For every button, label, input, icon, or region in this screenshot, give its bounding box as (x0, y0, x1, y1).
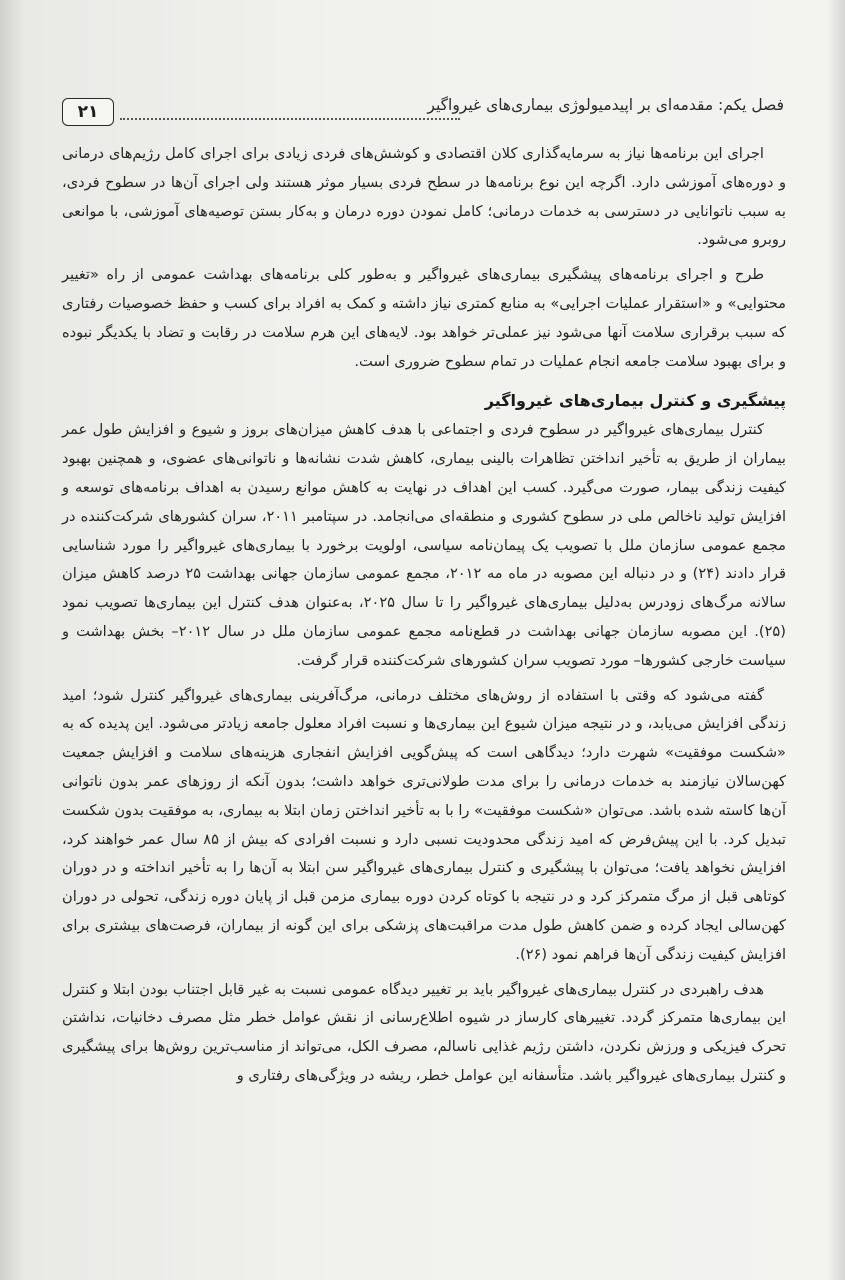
running-title: فصل یکم: مقدمه‌ای بر اپیدمیولوژی بیماری‌های غیرواگیر (427, 96, 784, 114)
paragraph: گفته می‌شود که وقتی با استفاده از روش‌های مختلف درمانی، مرگ‌آفرینی بیماری‌های غیرواگیر کنترل شود؛ امید زندگی افزایش می‌یابد، و در نتیجه میزان شیوع این بیماری‌ها و نسبت افراد معلول جامعه زیادتر می‌شود. این پدیده که به «شکست موفقیت» شهرت دارد؛ دیدگاهی است که پیش‌گویی افزایش انفجاری هزینه‌های سلامت و افزایش جمعیت کهن‌سالان نیازمند به خدمات درمانی را برای مدت طولانی‌تری خواهد داشت؛ بدون آنکه از روزهای عمر بدون ناتوانی آن‌ها کاسته شده باشد. می‌توان «شکست موفقیت» را با به تأخیر انداختن زمان ابتلا به بیماری، به موفقیت بدون شکست تبدیل کرد. با این پیش‌فرض که امید زندگی محدودیت نسبی دارد و نسبت افرادی که بیش از ۸۵ سال عمر خواهند کرد، افزایش نخواهد یافت؛ می‌توان با پیشگیری و کنترل بیماری‌های غیرواگیر سن ابتلا به آن‌ها را به تأخیر انداخته و در دوران کوتاهی قبل از مرگ متمرکز کرد و در نتیجه با کوتاه کردن دوره بیماری مزمن قبل از پایان دوره زندگی، تحولی در دوران کهن‌سالی ایجاد کرده و ضمن کاهش طول مدت مراقبت‌های پزشکی برای این گونه از بیماران، فرصت‌های بیشتری برای افزایش کیفیت زندگی آن‌ها فراهم نمود (۲۶). (62, 686, 786, 963)
paragraph: اجرای این برنامه‌ها نیاز به سرمایه‌گذاری کلان اقتصادی و کوشش‌های فردی زیادی برای اجرای کامل رژیم‌های درمانی و دوره‌های آموزشی دارد. اگرچه این نوع برنامه‌ها در سطح فردی بسیار موثر هستند ولی اجرای آن‌ها در سطوح فردی، به سبب ناتوانایی در دسترسی به خدمات درمانی؛ کامل نمودن دوره درمان و به‌کار بستن توصیه‌های آموزشی، با موانعی روبرو می‌شود. (62, 145, 786, 249)
page-edge-shadow (827, 0, 845, 1280)
page-header (62, 96, 784, 130)
paragraph: طرح و اجرای برنامه‌های پیشگیری بیماری‌های غیرواگیر و به‌طور کلی برنامه‌های بهداشت عمومی از راه «تغییر محتوایی» و «استقرار عملیات اجرایی» به منابع کمتری نیاز داشته و کمک به افراد برای کسب و حفظ خصوصیات رفتاری که سبب برقراری سلامت آنها می‌شود نیز عملی‌تر خواهد بود. لایه‌های این هرم سلامت در رقابت و تضاد با یکدیگر نبوده و برای بهبود سلامت جامعه انجام عملیات در تمام سطوح ضروری است. (62, 266, 786, 370)
page-number: ۲۱ (62, 98, 114, 126)
section-heading: پیشگیری و کنترل بیماری‌های غیرواگیر (484, 391, 786, 411)
page-body (62, 140, 786, 1097)
header-dotted-leader (120, 118, 460, 120)
paragraph: هدف راهبردی در کنترل بیماری‌های غیرواگیر باید بر تغییر دیدگاه عمومی نسبت به غیر قابل اجتناب بودن ابتلا و کنترل این بیماری‌ها متمرکز گردد. تغییرهای کارساز در شیوه اطلاع‌رسانی از نقش عوامل خطر مثل مصرف دخانیات، نداشتن تحرک فیزیکی و ورزش نکردن، داشتن رژیم غذایی ناسالم، مصرف الکل، می‌تواند از مناسب‌ترین روش‌ها برای پیشگیری و کنترل بیماری‌های غیرواگیر باشد. متأسفانه این عوامل خطر، ریشه در ویژگی‌های رفتاری و (62, 980, 786, 1084)
paragraph: کنترل بیماری‌های غیرواگیر در سطوح فردی و اجتماعی با هدف کاهش میزان‌های بروز و شیوع و افزایش طول عمر بیماران از طریق به تأخیر انداختن تظاهرات بالینی بیماری، کاهش شدت نشانه‌ها و ناتوانی‌های عضوی، و همچنین بهبود کیفیت زندگی بیمار، صورت می‌گیرد. کسب این اهداف در نهایت به کاهش موانع رسیدن به اهداف برنامه‌های توسعه و افزایش تولید ناخالص ملی در سطوح کشوری و منطقه‌ای می‌انجامد. در سپتامبر ۲۰۱۱، سران کشورهای شرکت‌کننده در مجمع عمومی سازمان ملل با تصویب یک پیمان‌نامه سیاسی، اولویت برخورد با بیماری‌های غیرواگیر را مورد شناسایی قرار دادند (۲۴) و در دنباله این مصوبه در ماه مه ۲۰۱۲، مجمع عمومی سازمان جهانی بهداشت ۲۵ درصد کاهش میزان سالانه مرگ‌های زودرس به‌دلیل بیماری‌های غیرواگیر را تا سال ۲۰۲۵، به‌عنوان هدف کنترل این بیماری‌ها تصویب نمود (۲۵). این مصوبه سازمان جهانی بهداشت در قطع‌نامه مجمع عمومی سازمان ملل در سال ۲۰۱۲– بخش بهداشت و سیاست خارجی کشورها– مورد تصویب سران کشورهای شرکت‌کننده قرار گرفت. (62, 421, 787, 669)
